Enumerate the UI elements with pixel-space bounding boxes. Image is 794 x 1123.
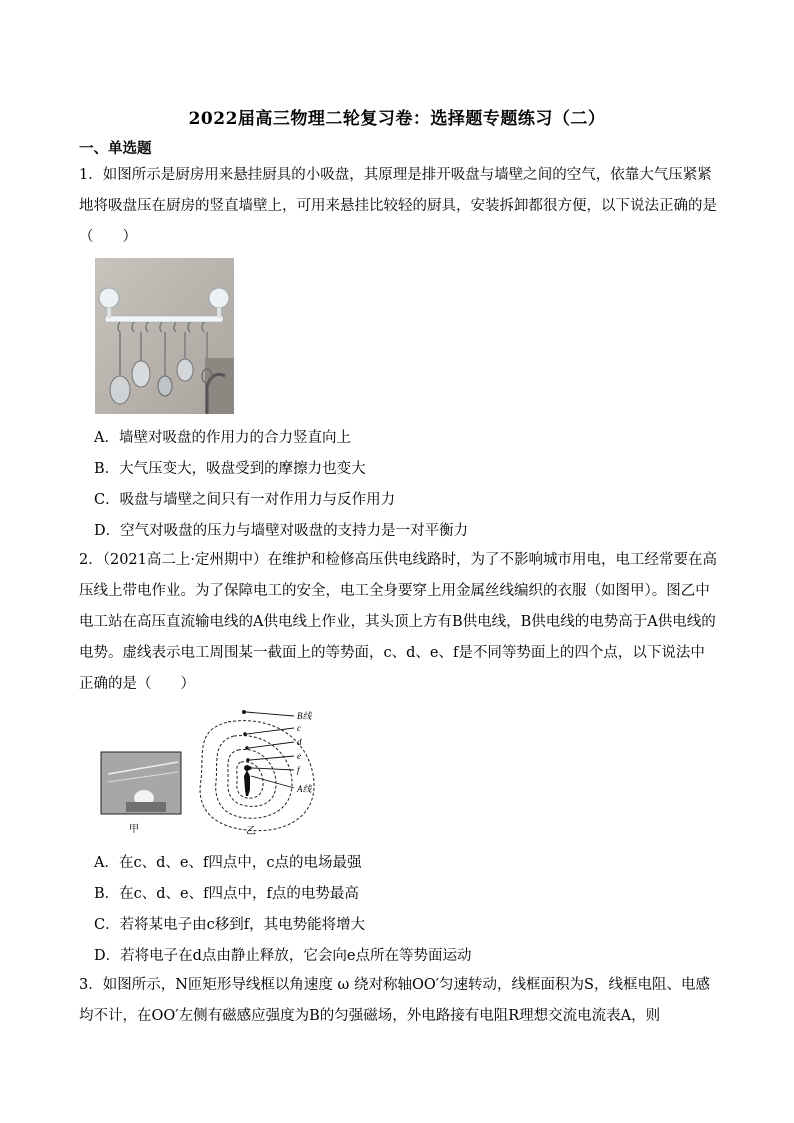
q1-option-c: C．吸盘与墙壁之间只有一对作用力与反作用力 bbox=[94, 492, 396, 508]
page-title: 2022届高三物理二轮复习卷：选择题专题练习（二） bbox=[188, 109, 606, 129]
q1-option-b: B．大气压变大，吸盘受到的摩擦力也变大 bbox=[94, 461, 366, 477]
question-1-text: 1．如图所示是厨房用来悬挂厨具的小吸盘，其原理是排开吸盘与墙壁之间的空气，依靠大气压紧紧地将吸盘压在厨房的竖直墙壁上，可用来悬挂比较轻的厨具，安装拆卸都很方便，以下说法正确的是（ ） bbox=[79, 167, 717, 245]
question-3-text: 3．如图所示，N匝矩形导线框以角速度 ω 绕对称轴OO′匀速转动，线框面积为S，线框电阻、电感均不计，在OO′左侧有磁感应强度为B的匀强磁场，外电路接有电阻R理想交流电流表A，则 bbox=[79, 977, 710, 1024]
label-d: d bbox=[297, 737, 302, 747]
label-f: f bbox=[297, 765, 300, 775]
label-c: c bbox=[297, 723, 301, 733]
label-b-line: B线 bbox=[297, 711, 312, 721]
question-2-text: 2．（2021高二上·定州期中）在维护和检修高压供电线路时，为了不影响城市用电，电工经常要在高压线上带电作业。为了保障电工的安全，电工全身要穿上用金属丝线编织的衣服（如图甲）。图乙中电工站在高压直流输电线的A供电线上作业，其头顶上方有B供电线，B供电线的电势高于A供电线的电势。虚线表示电工周围某一截面上的等势面，c、d、e、f是不同等势面上的四个点，以下说法中正确的是（ ） bbox=[79, 552, 717, 692]
label-e: e bbox=[297, 751, 301, 761]
q2-option-a: A．在c、d、e、f四点中，c点的电场最强 bbox=[94, 855, 362, 871]
q2-option-d: D．若将电子在d点由静止释放，它会向e点所在等势面运动 bbox=[94, 948, 472, 964]
equipotential-figure bbox=[96, 702, 336, 842]
q2-option-c: C．若将某电子由c移到f，其电势能将增大 bbox=[94, 917, 366, 933]
section-heading: 一、单选题 bbox=[79, 140, 152, 157]
label-yi: 乙 bbox=[246, 826, 256, 837]
label-a-line: A线 bbox=[297, 784, 312, 794]
q1-option-d: D．空气对吸盘的压力与墙壁对吸盘的支持力是一对平衡力 bbox=[94, 523, 469, 539]
electrician-photo bbox=[101, 752, 181, 814]
q1-option-a: A．墙壁对吸盘的作用力的合力竖直向上 bbox=[94, 430, 351, 446]
label-jia: 甲 bbox=[129, 824, 139, 835]
suction-hook-photo bbox=[95, 258, 234, 414]
q2-option-b: B．在c、d、e、f四点中，f点的电势最高 bbox=[94, 886, 359, 902]
